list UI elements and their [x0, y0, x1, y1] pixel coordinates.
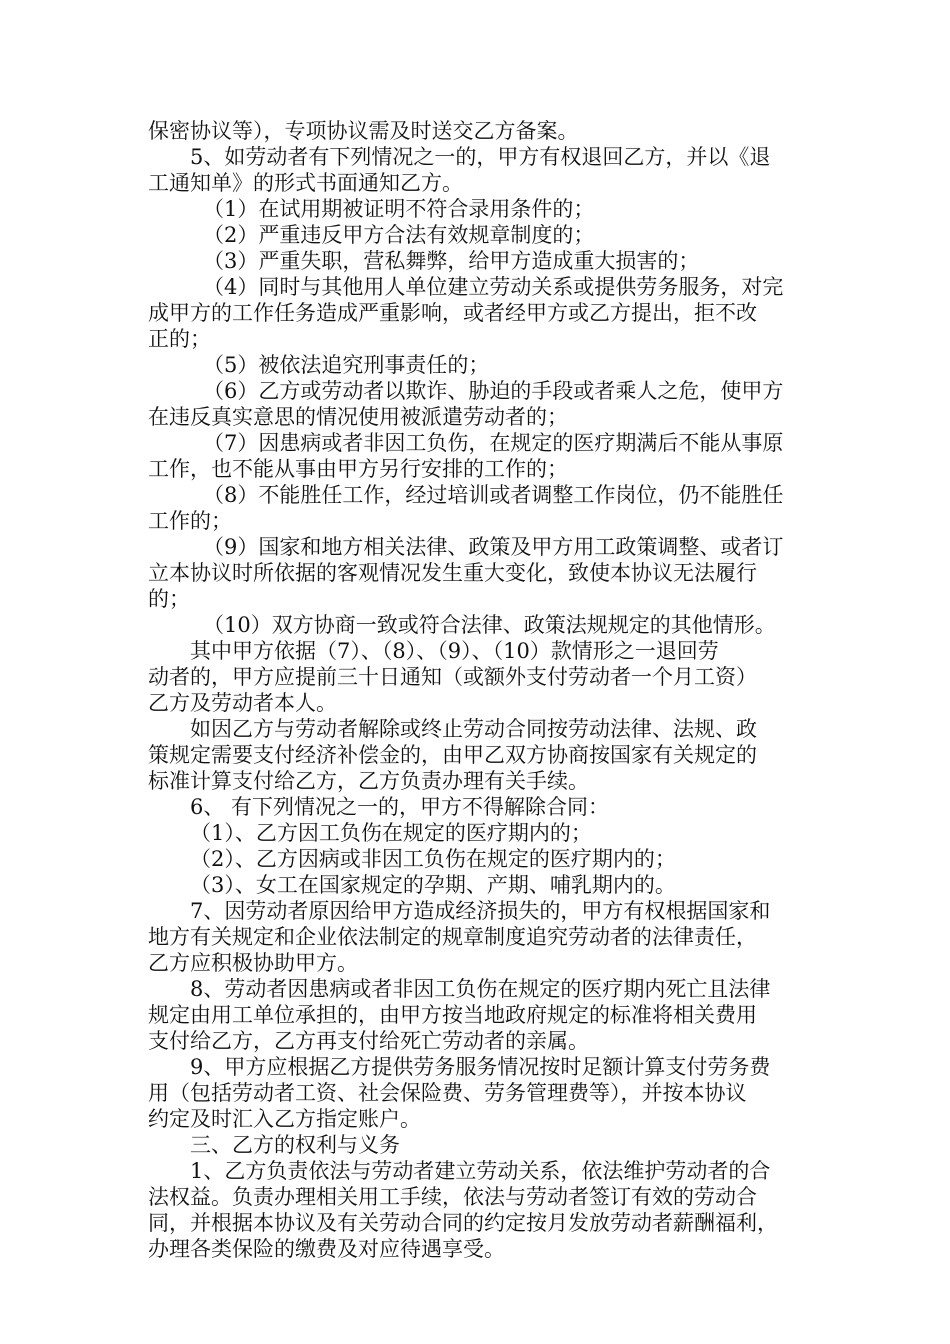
- paragraph-line: 法权益。负责办理相关用工手续，依法与劳动者签订有效的劳动合: [148, 1185, 757, 1209]
- document-paragraph: [148, 144, 808, 196]
- paragraph-line: 成甲方的工作任务造成严重影响，或者经甲方或乙方提出，拒不改: [148, 301, 757, 325]
- document-paragraph: [148, 378, 808, 430]
- paragraph-line: （7）因患病或者非因工负伤，在规定的医疗期满后不能从事原: [203, 431, 784, 455]
- document-paragraph: [148, 846, 808, 872]
- paragraph-line: 三、乙方的权利与义务: [190, 1133, 400, 1157]
- document-paragraph: [148, 794, 808, 820]
- document-paragraph: [148, 534, 808, 612]
- document-paragraph: [148, 196, 808, 222]
- paragraph-line: 其中甲方依据（7）、（8）、（9）、（10）款情形之一退回劳: [190, 639, 719, 663]
- paragraph-line: （2）严重违反甲方合法有效规章制度的；: [203, 223, 595, 247]
- paragraph-line: 正的；: [148, 327, 211, 351]
- paragraph-line: 规定由用工单位承担的，由甲方按当地政府规定的标准将相关费用: [148, 1003, 757, 1027]
- document-paragraph: [148, 1132, 808, 1158]
- document-paragraph: [148, 1054, 808, 1132]
- paragraph-line: 工通知单》的形式书面通知乙方。: [148, 171, 463, 195]
- paragraph-line: 的；: [148, 587, 190, 611]
- document-paragraph: [148, 430, 808, 482]
- paragraph-line: （3）、女工在国家规定的孕期、产期、哺乳期内的。: [190, 873, 676, 897]
- paragraph-line: 9、甲方应根据乙方提供劳务服务情况按时足额计算支付劳务费: [190, 1055, 771, 1079]
- paragraph-line: （1）在试用期被证明不符合录用条件的；: [203, 197, 595, 221]
- paragraph-line: （5）被依法追究刑事责任的；: [203, 353, 490, 377]
- document-paragraph: [148, 898, 808, 976]
- paragraph-line: （9）国家和地方相关法律、政策及甲方用工政策调整、或者订: [203, 535, 784, 559]
- paragraph-line: 7、因劳动者原因给甲方造成经济损失的，甲方有权根据国家和: [190, 899, 771, 923]
- document-paragraph: [148, 976, 808, 1054]
- paragraph-line: 办理各类保险的缴费及对应待遇享受。: [148, 1237, 505, 1261]
- paragraph-line: 工作，也不能从事由甲方另行安排的工作的；: [148, 457, 568, 481]
- paragraph-line: 动者的，甲方应提前三十日通知（或额外支付劳动者一个月工资）: [148, 665, 757, 689]
- paragraph-line: 6、 有下列情况之一的，甲方不得解除合同：: [190, 795, 610, 819]
- document-body: [148, 118, 808, 1262]
- paragraph-line: 地方有关规定和企业依法制定的规章制度追究劳动者的法律责任，: [148, 925, 757, 949]
- paragraph-line: 5、如劳动者有下列情况之一的，甲方有权退回乙方，并以《退: [190, 145, 771, 169]
- paragraph-line: 如因乙方与劳动者解除或终止劳动合同按劳动法律、法规、政: [190, 717, 757, 741]
- paragraph-line: 在违反真实意思的情况使用被派遣劳动者的；: [148, 405, 568, 429]
- paragraph-line: （1）、乙方因工负伤在规定的医疗期内的；: [190, 821, 592, 845]
- paragraph-line: （6）乙方或劳动者以欺诈、胁迫的手段或者乘人之危，使甲方: [203, 379, 784, 403]
- document-paragraph: [148, 274, 808, 352]
- paragraph-line: 1、乙方负责依法与劳动者建立劳动关系，依法维护劳动者的合: [190, 1159, 771, 1183]
- paragraph-line: （4）同时与其他用人单位建立劳动关系或提供劳务服务，对完: [203, 275, 784, 299]
- document-paragraph: [148, 118, 808, 144]
- document-paragraph: [148, 820, 808, 846]
- document-paragraph: [148, 248, 808, 274]
- paragraph-line: 同，并根据本协议及有关劳动合同的约定按月发放劳动者薪酬福利，: [148, 1211, 778, 1235]
- document-paragraph: [148, 1158, 808, 1262]
- paragraph-line: （2）、乙方因病或非因工负伤在规定的医疗期内的；: [190, 847, 676, 871]
- paragraph-line: 标准计算支付给乙方，乙方负责办理有关手续。: [148, 769, 589, 793]
- document-paragraph: [148, 612, 808, 638]
- paragraph-line: 策规定需要支付经济补偿金的，由甲乙双方协商按国家有关规定的: [148, 743, 757, 767]
- paragraph-line: 保密协议等），专项协议需及时送交乙方备案。: [148, 119, 579, 143]
- document-paragraph: [148, 222, 808, 248]
- paragraph-line: 支付给乙方，乙方再支付给死亡劳动者的亲属。: [148, 1029, 589, 1053]
- paragraph-line: （10）双方协商一致或符合法律、政策法规规定的其他情形。: [203, 613, 776, 637]
- paragraph-line: 用（包括劳动者工资、社会保险费、劳务管理费等），并按本协议: [148, 1081, 747, 1105]
- document-paragraph: [148, 638, 808, 716]
- document-paragraph: [148, 716, 808, 794]
- document-paragraph: [148, 482, 808, 534]
- paragraph-line: 工作的；: [148, 509, 232, 533]
- paragraph-line: 乙方及劳动者本人。: [148, 691, 337, 715]
- paragraph-line: 约定及时汇入乙方指定账户。: [148, 1107, 421, 1131]
- paragraph-line: （8）不能胜任工作，经过培训或者调整工作岗位，仍不能胜任: [203, 483, 784, 507]
- paragraph-line: 8、劳动者因患病或者非因工负伤在规定的医疗期内死亡且法律: [190, 977, 771, 1001]
- paragraph-line: （3）严重失职，营私舞弊，给甲方造成重大损害的；: [203, 249, 700, 273]
- paragraph-line: 乙方应积极协助甲方。: [148, 951, 358, 975]
- document-paragraph: [148, 352, 808, 378]
- paragraph-line: 立本协议时所依据的客观情况发生重大变化，致使本协议无法履行: [148, 561, 757, 585]
- document-paragraph: [148, 872, 808, 898]
